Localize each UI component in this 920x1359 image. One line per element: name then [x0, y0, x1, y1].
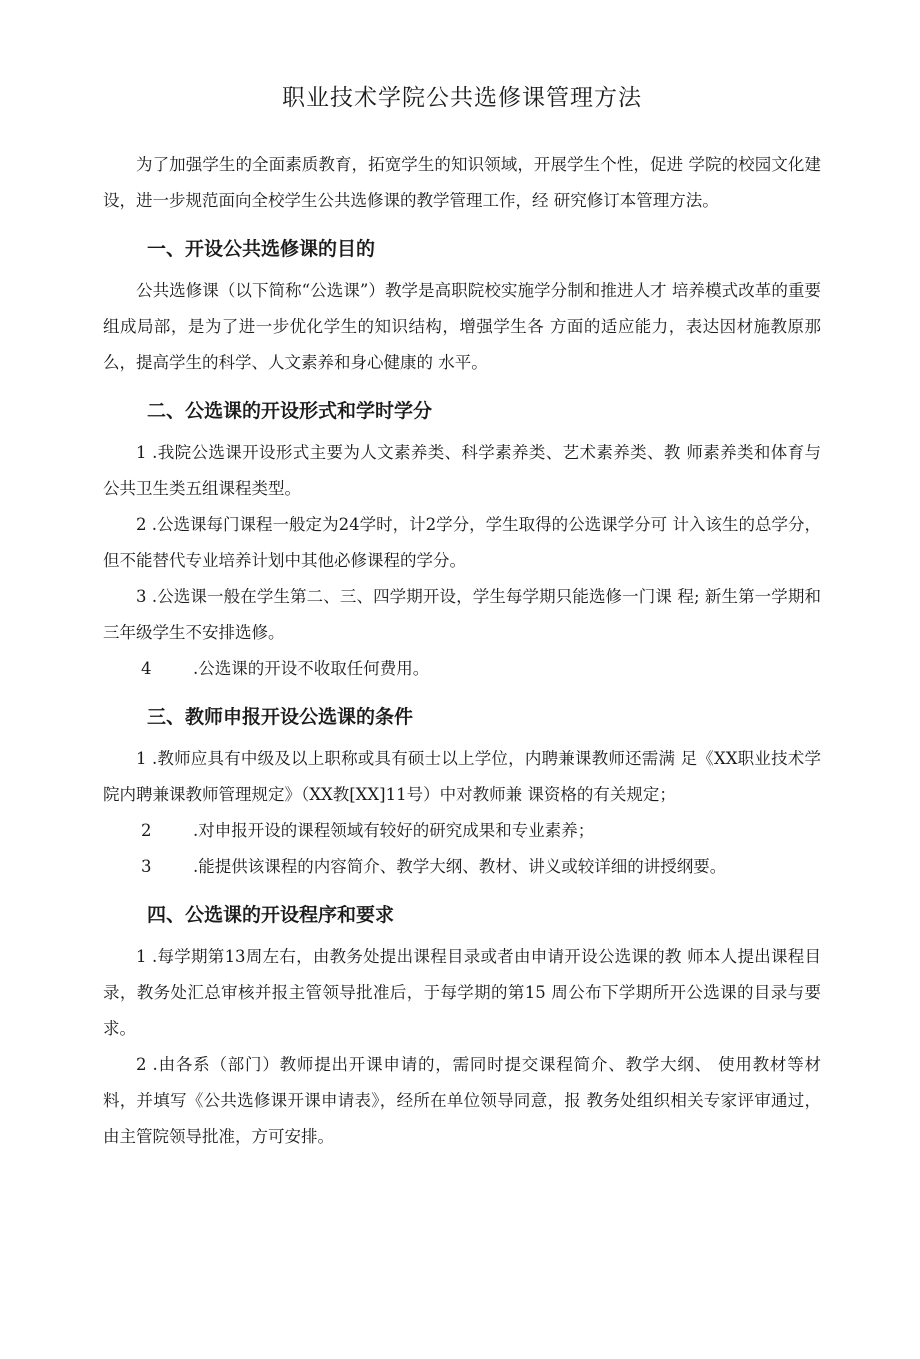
section-paragraph: 3 .公选课一般在学生第二、三、四学期开设，学生每学期只能选修一门课 程; 新生第一学期和三年级学生不安排选修。 [103, 586, 821, 642]
document-page [103, 80, 821, 1167]
section-procedure [103, 897, 821, 1155]
section-paragraph: 1 .我院公选课开设形式主要为人文素养类、科学素养类、艺术素养类、教 师素养类和体育与公共卫生类五组课程类型。 [103, 442, 821, 498]
item-text: .能提供该课程的内容简介、教学大纲、教材、讲义或较详细的讲授纲要。 [193, 856, 727, 876]
section-paragraph: 1 .教师应具有中级及以上职称或具有硕士以上学位，内聘兼课教师还需满 足《XX职业技术学院内聘兼课教师管理规定》（XX教[XX]11号）中对教师兼 课资格的有关规定； [103, 748, 821, 804]
section-heading: 二、公选课的开设形式和学时学分 [147, 399, 433, 422]
section-paragraph: 1 .每学期第13周左右，由教务处提出课程目录或者由申请开设公选课的教 师本人提出课程目录，教务处汇总审核并报主管领导批准后，于每学期的第15 周公布下学期所开公选课的目录与要求。 [103, 946, 821, 1038]
item-number: 2 [141, 820, 152, 840]
section-paragraph: 2 .公选课每门课程一般定为24学时，计2学分，学生取得的公选课学分可 计入该生的总学分，但不能替代专业培养计划中其他必修课程的学分。 [103, 514, 821, 570]
item-number: 3 [141, 856, 152, 876]
item-text: .对申报开设的课程领域有较好的研究成果和专业素养； [193, 820, 595, 840]
section-heading: 四、公选课的开设程序和要求 [147, 903, 395, 926]
section-paragraph: 公共选修课（以下简称“公选课”）教学是高职院校实施学分制和推进人才 培养模式改革的重要组成局部，是为了进一步优化学生的知识结构，增强学生各 方面的适应能力，表达因材施教原那么，提高学生的科学、人文素养和身心健康的 水平。 [103, 280, 821, 372]
section-heading: 三、教师申报开设公选课的条件 [147, 705, 414, 728]
item-text: .公选课的开设不收取任何费用。 [193, 658, 430, 678]
section-teacher-conditions [103, 699, 821, 885]
section-format-credits [103, 393, 821, 687]
numbered-item [103, 813, 821, 849]
section-purpose [103, 231, 821, 381]
item-number: 4 [141, 658, 152, 678]
document-title: 职业技术学院公共选修课管理方法 [282, 85, 642, 111]
numbered-item [103, 651, 821, 687]
section-heading: 一、开设公共选修课的目的 [147, 237, 376, 260]
intro-paragraph: 为了加强学生的全面素质教育，拓宽学生的知识领域，开展学生个性，促进 学院的校园文化建设，进一步规范面向全校学生公共选修课的教学管理工作，经 研究修订本管理方法。 [103, 154, 821, 210]
section-paragraph: 2 .由各系（部门）教师提出开课申请的，需同时提交课程简介、教学大纲、 使用教材等材料，并填写《公共选修课开课申请表》，经所在单位领导同意，报 教务处组织相关专家评审通过，由主管院领导批准，方可安排。 [103, 1054, 821, 1146]
numbered-item [103, 849, 821, 885]
